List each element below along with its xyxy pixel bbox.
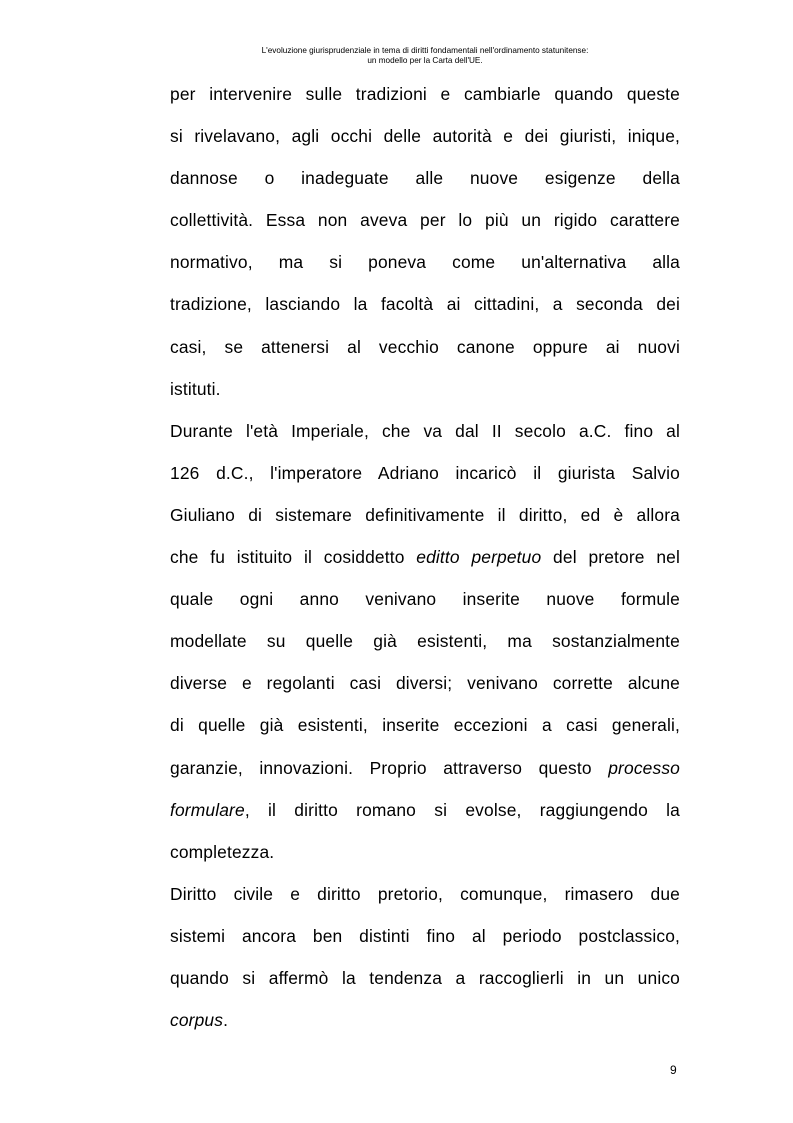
text-line [170, 831, 680, 873]
body-text [170, 73, 680, 1041]
text-line [170, 789, 680, 831]
text-run: modellate su quelle già esistenti, ma sostanzialmente [170, 631, 680, 652]
running-header [0, 46, 793, 65]
italic-term: formulare [170, 799, 245, 820]
text-line [170, 115, 680, 157]
italic-term: processo [608, 757, 680, 778]
running-header-line-1: L'evoluzione giurisprudenziale in tema di diritti fondamentali nell'ordinamento statunitense: [261, 46, 589, 55]
text-run: che fu istituito il cosiddetto [170, 547, 417, 568]
text-line [170, 662, 680, 704]
text-run: quando si affermò la tendenza a raccoglierli in un unico [170, 967, 680, 988]
text-run: Durante l'età Imperiale, che va dal II secolo a.C. fino al [170, 420, 680, 441]
italic-term: editto perpetuo [416, 547, 542, 568]
text-run: del pretore nel [541, 547, 680, 568]
text-run: dannose o inadeguate alle nuove esigenze della [170, 168, 680, 189]
text-line [170, 157, 680, 199]
text-run: garanzie, innovazioni. Proprio attraverso questo [170, 757, 609, 778]
text-line [170, 704, 680, 746]
text-line [170, 326, 680, 368]
text-run: casi, se attenersi al vecchio canone oppure ai nuovi [170, 336, 680, 357]
text-run: 126 d.C., l'imperatore Adriano incaricò il giurista Salvio [170, 462, 680, 483]
text-run: collettività. Essa non aveva per lo più un rigido carattere [170, 210, 680, 231]
text-run: Diritto civile e diritto pretorio, comunque, rimasero due [170, 883, 680, 904]
text-line [170, 578, 680, 620]
text-line [170, 957, 680, 999]
text-line [170, 368, 680, 410]
text-run: Giuliano di sistemare definitivamente il diritto, ed è allora [170, 504, 680, 525]
text-line [170, 536, 680, 578]
text-run: tradizione, lasciando la facoltà ai cittadini, a seconda dei [170, 294, 680, 315]
text-run: sistemi ancora ben distinti fino al periodo postclassico, [170, 925, 680, 946]
text-run: quale ogni anno venivano inserite nuove formule [170, 589, 680, 610]
text-run: si rivelavano, agli occhi delle autorità e dei giuristi, inique, [170, 126, 680, 147]
text-run: diverse e regolanti casi diversi; venivano corrette alcune [170, 673, 680, 694]
text-run: normativo, ma si poneva come un'alternativa alla [170, 252, 680, 273]
text-line [170, 73, 680, 115]
italic-term: corpus [170, 1010, 224, 1031]
text-line [170, 410, 680, 452]
text-run: istituti. [170, 378, 221, 399]
text-line [170, 620, 680, 662]
text-line [170, 283, 680, 325]
text-run: . [223, 1010, 229, 1031]
text-run: completezza. [170, 841, 275, 862]
text-run: di quelle già esistenti, inserite eccezioni a casi generali, [170, 715, 680, 736]
text-run: per intervenire sulle tradizioni e cambiarle quando queste [170, 84, 680, 104]
text-line [170, 915, 680, 957]
running-header-line-2: un modello per la Carta dell'UE. [367, 55, 483, 65]
text-line [170, 873, 680, 915]
text-line [170, 747, 680, 789]
text-line [170, 494, 680, 536]
text-line [170, 452, 680, 494]
page-number: 9 [670, 1063, 677, 1077]
text-line [170, 241, 680, 283]
text-line [170, 999, 680, 1041]
text-run: , il diritto romano si evolse, raggiungendo la [244, 799, 680, 820]
text-line [170, 199, 680, 241]
